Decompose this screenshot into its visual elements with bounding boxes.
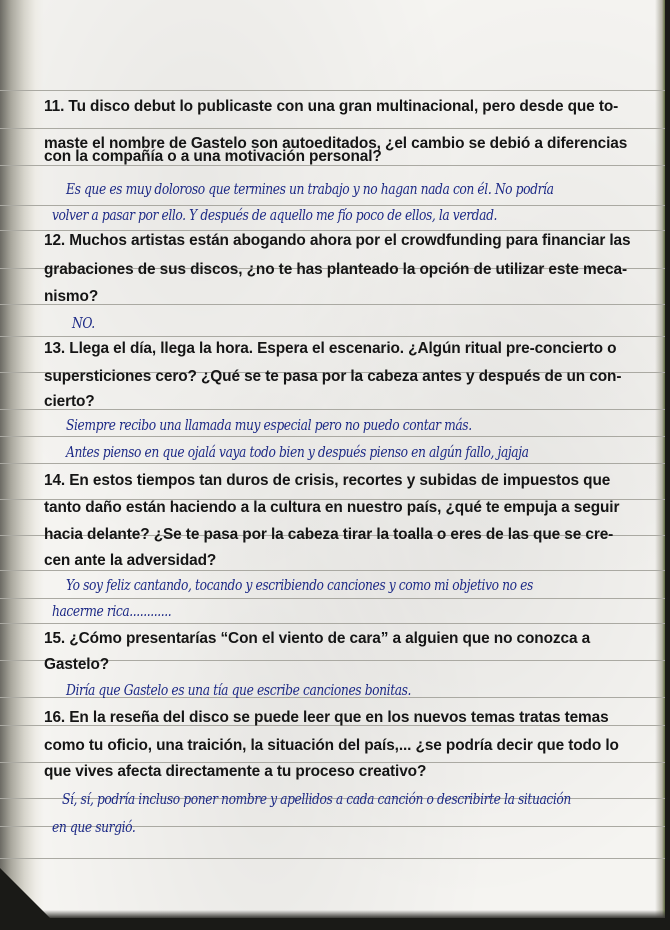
question-12-line-2: grabaciones de sus discos, ¿no te has planteado la opción de utilizar este meca- bbox=[44, 261, 627, 278]
page-binding-shadow bbox=[0, 0, 44, 918]
question-14-line-1: 14. En estos tiempos tan duros de crisis, recortes y subidas de impuestos que bbox=[44, 472, 611, 489]
ruled-line bbox=[0, 598, 665, 599]
answer-16-line-1: Sí, sí, podría incluso poner nombre y apellidos a cada canción o describirte la situación bbox=[62, 790, 571, 808]
ruled-line bbox=[0, 128, 665, 129]
question-13-line-3: cierto? bbox=[44, 393, 95, 410]
page-right-edge bbox=[655, 0, 665, 918]
answer-11-line-1: Es que es muy doloroso que termines un trabajo y no hagan nada con él. No podría bbox=[66, 180, 554, 198]
page-bottom-edge bbox=[0, 910, 665, 918]
ruled-line bbox=[0, 230, 665, 231]
question-13-line-1: 13. Llega el día, llega la hora. Espera el escenario. ¿Algún ritual pre-concierto o bbox=[44, 340, 617, 357]
ruled-line bbox=[0, 570, 665, 571]
ruled-line bbox=[0, 858, 665, 859]
question-15-line-1: 15. ¿Cómo presentarías “Con el viento de cara” a alguien que no conozca a bbox=[44, 630, 591, 647]
ruled-line bbox=[0, 409, 665, 410]
question-11-line-3: con la compañía o a una motivación personal? bbox=[44, 148, 382, 165]
torn-corner bbox=[0, 868, 50, 918]
ruled-line bbox=[0, 90, 665, 91]
question-13-line-2: supersticiones cero? ¿Qué se te pasa por la cabeza antes y después de un con- bbox=[44, 368, 622, 385]
answer-15-line-1: Diría que Gastelo es una tía que escribe canciones bonitas. bbox=[66, 681, 412, 699]
question-11-line-2: maste el nombre de Gastelo son autoeditados, ¿el cambio se debió a diferencias bbox=[44, 135, 628, 152]
question-14-line-2: tanto daño están haciendo a la cultura en nuestro país, ¿qué te empuja a seguir bbox=[44, 499, 620, 516]
ruled-line bbox=[0, 304, 665, 305]
question-16-line-1: 16. En la reseña del disco se puede leer que en los nuevos temas tratas temas bbox=[44, 709, 609, 726]
question-14-line-4: cen ante la adversidad? bbox=[44, 552, 217, 569]
question-14-line-3: hacia delante? ¿Se te pasa por la cabeza tirar la toalla o eres de las que se cre- bbox=[44, 526, 614, 543]
ruled-line bbox=[0, 436, 665, 437]
answer-13-line-2: Antes pienso en que ojalá vaya todo bien y después pienso en algún fallo, jajaja bbox=[66, 443, 529, 461]
ruled-line bbox=[0, 463, 665, 464]
question-11-line-1: 11. Tu disco debut lo publicaste con una gran multinacional, pero desde que to- bbox=[44, 98, 619, 115]
answer-14-line-1: Yo soy feliz cantando, tocando y escribiendo canciones y como mi objetivo no es bbox=[66, 576, 533, 594]
question-12-line-1: 12. Muchos artistas están abogando ahora por el crowdfunding para financiar las bbox=[44, 232, 631, 249]
ruled-line bbox=[0, 623, 665, 624]
question-15-line-2: Gastelo? bbox=[44, 656, 110, 673]
answer-16-line-2: en que surgió. bbox=[52, 818, 136, 836]
answer-13-line-1: Siempre recibo una llamada muy especial pero no puedo contar más. bbox=[66, 416, 472, 434]
answer-14-line-2: hacerme rica............ bbox=[52, 602, 172, 620]
question-16-line-3: que vives afecta directamente a tu proceso creativo? bbox=[44, 763, 427, 780]
question-12-line-3: nismo? bbox=[44, 288, 99, 305]
question-16-line-2: como tu oficio, una traición, la situación del país,... ¿se podría decir que todo lo bbox=[44, 737, 619, 754]
answer-11-line-2: volver a pasar por ello. Y después de aquello me fío poco de ellos, la verdad. bbox=[52, 206, 498, 224]
answer-12-line-1: NO. bbox=[72, 314, 95, 332]
ruled-line bbox=[0, 336, 665, 337]
